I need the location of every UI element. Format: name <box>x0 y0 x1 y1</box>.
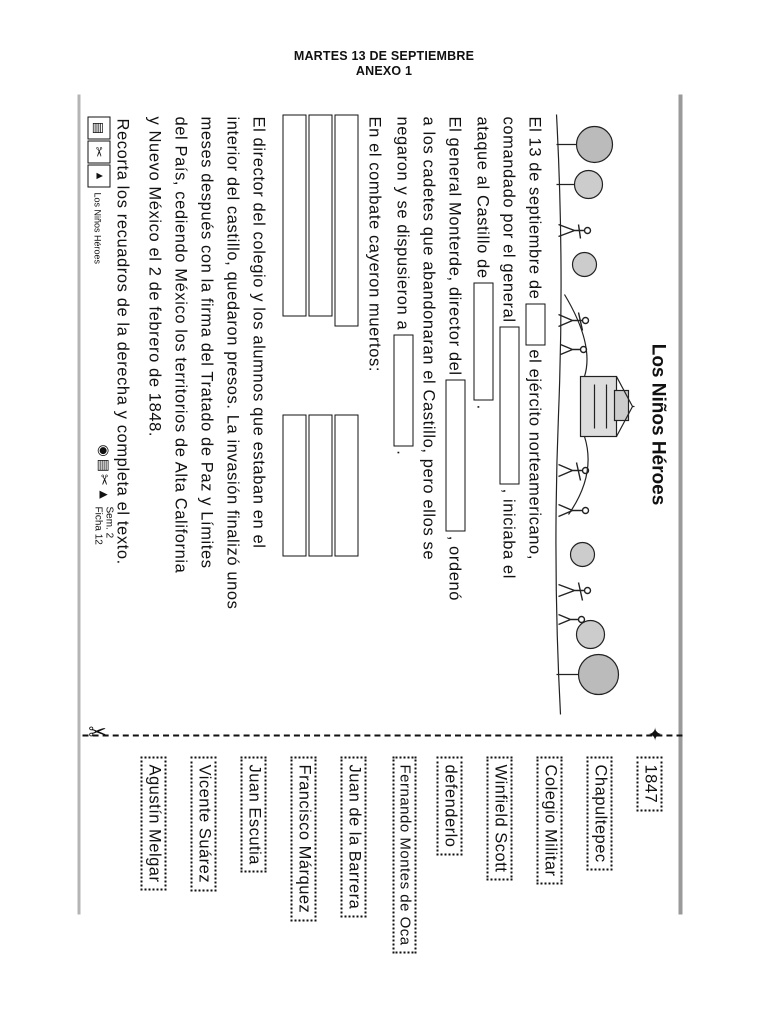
answer-slot-name-4[interactable] <box>335 415 359 557</box>
text-segment: comandado por el general <box>499 116 518 323</box>
material-icons <box>96 445 113 504</box>
text-segment: negaron y se dispusieron a <box>393 116 412 331</box>
page-header-date: MARTES 13 DE SEPTIEMBRE <box>293 49 475 63</box>
cutout-fernando-montes-de-oca[interactable]: Fernando Montes de Oca <box>393 757 417 954</box>
answer-blank-action[interactable] <box>394 334 414 446</box>
scissors-icon: ✂ <box>88 141 111 164</box>
book-icon: ▤ <box>88 117 111 140</box>
instruction-text: Recorta los recuadros de la derecha y completa el texto. <box>113 118 132 565</box>
answer-blank-castle[interactable] <box>474 283 494 401</box>
worksheet-title: Los Niños Héroes <box>647 343 669 506</box>
glue-icon: ▲ <box>96 487 113 504</box>
worksheet-scan <box>78 95 683 946</box>
scissors-icon: ✂ <box>88 719 107 745</box>
text-segment: El 13 de septiembre de <box>525 116 544 300</box>
paragraph-4-line-2: interior del castillo, quedaron presos. La invasión finalizó unos <box>223 116 242 610</box>
text-segment: , iniciaba el <box>499 488 518 579</box>
battle-illustration <box>553 115 635 715</box>
answer-slot-name-1[interactable] <box>335 115 359 327</box>
text-segment: El general Monterde, director del <box>445 116 464 376</box>
eye-icon: ◉ <box>96 444 113 459</box>
cutout-winfield-scott[interactable]: Winfield Scott <box>487 757 513 881</box>
answer-slot-name-3[interactable] <box>283 115 307 317</box>
paragraph-2-line-3 <box>391 117 415 717</box>
paragraph-3 <box>363 117 387 717</box>
scan-edge-bottom <box>78 95 81 915</box>
glue-icon: ▲ <box>88 165 111 188</box>
cutout-juan-escutia[interactable]: Juan Escutia <box>241 757 267 873</box>
answer-slot-name-2[interactable] <box>309 115 333 317</box>
cutout-juan-de-la-barrera[interactable]: Juan de la Barrera <box>341 757 367 918</box>
cut-line <box>83 735 683 737</box>
sem-label: Sem. 2 <box>103 506 115 539</box>
paragraph-1-line-3 <box>471 117 495 717</box>
paragraph-4-line-5: y Nuevo México el 2 de febrero de 1848. <box>145 116 164 438</box>
text-segment: ataque al Castillo de <box>473 116 492 279</box>
cutout-1847[interactable]: 1847 <box>637 757 663 812</box>
footer-label: Los Niños Héroes <box>92 192 103 265</box>
book-icon: ▤ <box>96 458 113 474</box>
cutout-vicente-suarez[interactable]: Vicente Suárez <box>191 757 217 892</box>
text-segment: . <box>473 404 492 410</box>
text-segment: , ordenó <box>445 535 464 602</box>
cutout-agustin-melgar[interactable]: Agustín Melgar <box>141 757 167 891</box>
answer-slot-name-6[interactable] <box>283 415 307 557</box>
ficha-label <box>93 507 115 545</box>
scissors-icon: ✂ <box>96 473 113 488</box>
cutout-colegio-militar[interactable]: Colegio Militar <box>537 757 563 885</box>
answer-blank-general[interactable] <box>500 327 520 485</box>
paragraph-4-line-1: El director del colegio y los alumnos que estaban en el <box>249 116 268 549</box>
text-segment: . <box>393 450 412 456</box>
cutout-chapultepec[interactable]: Chapultepec <box>587 757 613 871</box>
cutout-defenderlo[interactable]: defenderlo <box>437 757 463 856</box>
text-segment: a los cadetes que abandonaran el Castillo, pero ellos se <box>419 116 438 561</box>
scan-edge-top <box>679 95 683 915</box>
paragraph-4-line-4: del País, cediendo México los territorios de Alta California <box>171 116 190 574</box>
paragraph-4-line-3: meses después con la firma del Tratado de Paz y Límites <box>197 116 216 569</box>
paragraph-1-line-2 <box>497 117 521 717</box>
answer-blank-year[interactable] <box>526 303 546 345</box>
text-segment: el ejército norteamericano, <box>525 349 544 561</box>
paragraph-2-line-1 <box>443 117 467 717</box>
boy-cutting-icon: ✦ <box>644 726 665 742</box>
paragraph-2-line-2 <box>417 117 441 717</box>
answer-blank-institution[interactable] <box>446 380 466 532</box>
cutout-francisco-marquez[interactable]: Francisco Márquez <box>291 757 317 922</box>
answer-slot-name-5[interactable] <box>309 415 333 557</box>
text-segment: En el combate cayeron muertos: <box>365 116 384 373</box>
page-header-annex: ANEXO 1 <box>355 64 413 78</box>
ficha-number: Ficha 12 <box>92 506 104 545</box>
paragraph-1-line-1 <box>523 117 547 717</box>
